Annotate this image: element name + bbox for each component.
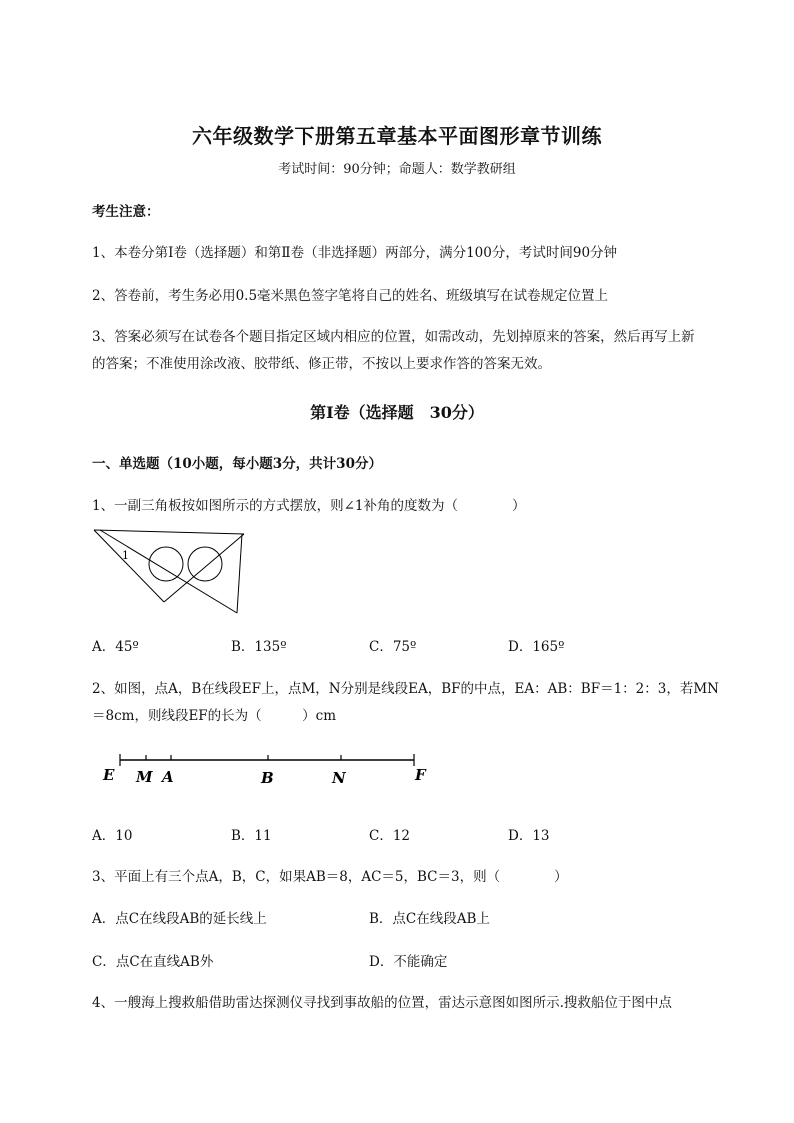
notice-item-2: 2、答卷前，考生务必用0.5毫米黑色签字笔将自己的姓名、班级填写在试卷规定位置上: [92, 288, 609, 304]
q2-segment-figure: [100, 750, 440, 790]
q1-option-b[interactable]: B．135º: [231, 639, 287, 655]
page-title: 六年级数学下册第五章基本平面图形章节训练: [192, 124, 602, 148]
notice-item-3-line-1: 3、答案必须写在试卷各个题目指定区域内相应的位置，如需改动，先划掉原来的答案，然后再写上新: [92, 329, 695, 345]
q4-stem: 4、一艘海上搜救船借助雷达探测仪寻找到事故船的位置，雷达示意图如图所示.搜救船位于图中点: [92, 995, 672, 1011]
part-heading: 一、单选题（10小题，每小题3分，共计30分）: [92, 456, 382, 472]
q2-option-a[interactable]: A．10: [92, 828, 133, 844]
q2-option-b[interactable]: B．11: [231, 828, 272, 844]
q1-angle-label: 1: [122, 549, 129, 562]
q1-option-d[interactable]: D．165º: [508, 639, 565, 655]
notice-item-3-line-2: 的答案；不准使用涂改液、胶带纸、修正带，不按以上要求作答的答案无效。: [92, 356, 551, 372]
q2-option-d[interactable]: D．13: [508, 828, 550, 844]
q1-triangle-figure: [92, 528, 246, 616]
q1-option-c[interactable]: C．75º: [369, 639, 417, 655]
notice-item-1: 1、本卷分第Ⅰ卷（选择题）和第Ⅱ卷（非选择题）两部分，满分100分，考试时间90分钟: [92, 245, 618, 261]
q3-option-d[interactable]: D．不能确定: [369, 954, 448, 970]
q2-point-e: E: [103, 766, 115, 784]
q2-option-c[interactable]: C．12: [369, 828, 411, 844]
q2-point-b: B: [261, 769, 274, 787]
notice-heading: 考生注意：: [92, 204, 160, 220]
q3-option-a[interactable]: A．点C在线段AB的延长线上: [92, 911, 267, 927]
q3-option-c[interactable]: C．点C在直线AB外: [92, 954, 214, 970]
q2-point-n: N: [332, 769, 346, 787]
q3-stem: 3、平面上有三个点A，B，C，如果AB＝8，AC＝5，BC＝3，则（ ）: [92, 869, 568, 885]
q2-point-f: F: [415, 766, 426, 784]
q2-point-a: A: [162, 768, 174, 786]
q1-option-a[interactable]: A．45º: [92, 639, 139, 655]
q2-point-m: M: [136, 768, 153, 786]
q2-stem-line-1: 2、如图，点A，B在线段EF上，点M，N分别是线段EA，BF的中点，EA：AB：BF＝1：2：3，若MN: [92, 681, 719, 697]
q3-option-b[interactable]: B．点C在线段AB上: [369, 911, 490, 927]
q1-stem: 1、一副三角板按如图所示的方式摆放，则∠1补角的度数为（ ）: [92, 498, 526, 514]
page-subtitle: 考试时间：90分钟；命题人：数学教研组: [278, 162, 516, 177]
q2-stem-line-2: ＝8cm，则线段EF的长为（ ）cm: [92, 708, 337, 724]
section-title: 第Ⅰ卷（选择题 30分）: [310, 403, 484, 422]
